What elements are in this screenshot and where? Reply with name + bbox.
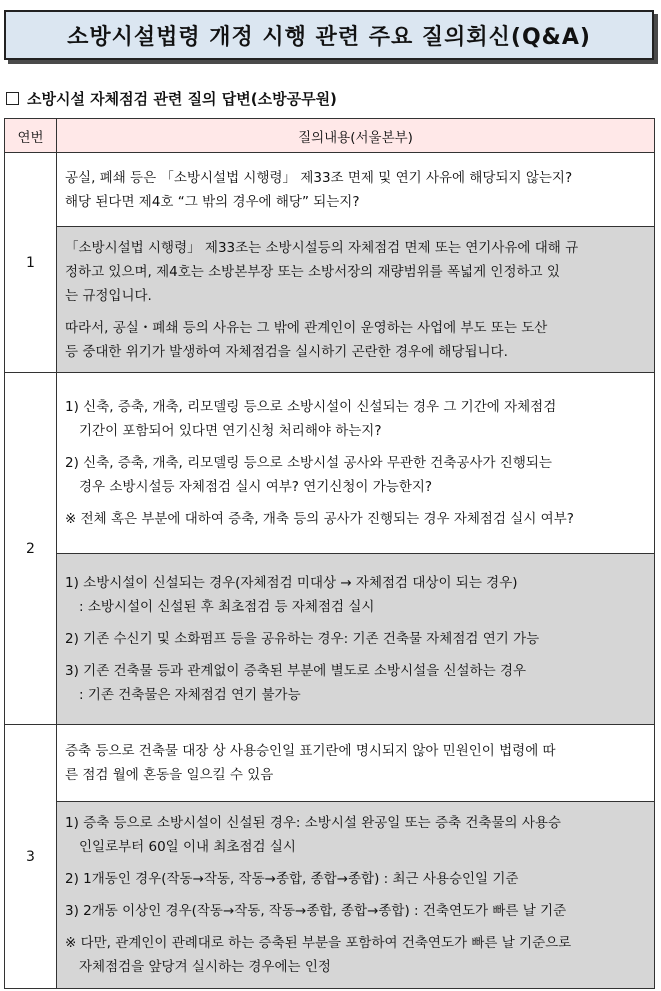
row-number: 3 <box>5 725 57 989</box>
header-no: 연번 <box>5 119 57 153</box>
answer-line: 3) 기존 건축물 등과 관계없이 증축된 부분에 별도로 소방시설을 신설하는 경우 <box>65 663 527 679</box>
table-row-answer <box>5 554 655 725</box>
answer-cell <box>57 227 655 373</box>
answer-cell <box>57 554 655 725</box>
checkbox-square-icon <box>6 92 19 105</box>
qa-table <box>4 118 655 989</box>
row-number: 2 <box>5 373 57 725</box>
answer-line: : 기존 건축물은 자체점검 연기 불가능 <box>79 687 301 703</box>
header-content: 질의내용(서울본부) <box>57 119 655 153</box>
answer-line: 는 규정입니다. <box>65 287 152 304</box>
question-line: 공실, 폐쇄 등은 「소방시설법 시행령」 제33조 면제 및 연기 사유에 해당되지 않는지? <box>65 169 573 186</box>
table-row-answer <box>5 227 655 373</box>
answer-line: 인일로부터 60일 이내 최초점검 실시 <box>79 839 296 855</box>
question-line: 해당 된다면 제4호 “그 밖의 경우에 해당” 되는지? <box>65 193 360 210</box>
question-line: 른 점검 월에 혼동을 일으킬 수 있음 <box>65 767 274 783</box>
answer-line: 2) 기존 수신기 및 소화펌프 등을 공유하는 경우: 기존 건축물 자체점검 연기 가능 <box>65 631 540 647</box>
answer-line: 「소방시설법 시행령」 제33조는 소방시설등의 자체점검 면제 또는 연기사유에 대해 규 <box>65 239 579 256</box>
section-heading-text: 소방시설 자체점검 관련 질의 답변(소방공무원) <box>27 90 337 108</box>
answer-line: 따라서, 공실・폐쇄 등의 사유는 그 밖에 관계인이 운영하는 사업에 부도 또는 도산 <box>65 319 548 336</box>
answer-line: 3) 2개동 이상인 경우(작동→작동, 작동→종합, 종합→종합) : 건축연도가 빠른 날 기준 <box>65 903 567 919</box>
answer-line: 1) 증축 등으로 소방시설이 신설된 경우: 소방시설 완공일 또는 증축 건축물의 사용승 <box>65 815 561 831</box>
answer-line: 1) 소방시설이 신설되는 경우(자체점검 미대상 → 자체점검 대상이 되는 경우) <box>65 575 518 591</box>
answer-line: 등 중대한 위기가 발생하여 자체점검을 실시하기 곤란한 경우에 해당됩니다. <box>65 343 508 360</box>
question-line: 기간이 포함되어 있다면 연기신청 처리해야 하는지? <box>79 423 382 439</box>
table-row-question <box>5 725 655 802</box>
answer-line: ※ 다만, 관계인이 관례대로 하는 증축된 부분을 포함하여 건축연도가 빠른 날 기준으로 <box>65 935 572 951</box>
answer-cell <box>57 802 655 989</box>
question-cell <box>57 153 655 227</box>
answer-line: 자체점검을 앞당겨 실시하는 경우에는 인정 <box>79 959 331 975</box>
table-row-question <box>5 153 655 227</box>
table-row-question <box>5 373 655 554</box>
table-row-answer <box>5 802 655 989</box>
question-line: 증축 등으로 건축물 대장 상 사용승인일 표기란에 명시되지 않아 민원인이 법령에 따 <box>65 743 556 759</box>
question-cell <box>57 373 655 554</box>
answer-line: 2) 1개동인 경우(작동→작동, 작동→종합, 종합→종합) : 최근 사용승인일 기준 <box>65 871 519 887</box>
question-cell <box>57 725 655 802</box>
question-line: ※ 전체 혹은 부분에 대하여 증축, 개축 등의 공사가 진행되는 경우 자체점검 실시 여부? <box>65 511 574 527</box>
answer-line: 정하고 있으며, 제4호는 소방본부장 또는 소방서장의 재량범위를 폭넓게 인정하고 있 <box>65 263 560 280</box>
section-heading <box>6 88 337 109</box>
page-title: 소방시설법령 개정 시행 관련 주요 질의회신(Q&A) <box>4 10 654 60</box>
row-number: 1 <box>5 153 57 373</box>
question-line: 경우 소방시설등 자체점검 실시 여부? 연기신청이 가능한지? <box>79 479 433 495</box>
table-header-row <box>5 119 655 153</box>
question-line: 2) 신축, 증축, 개축, 리모델링 등으로 소방시설 공사와 무관한 건축공사가 진행되는 <box>65 455 552 471</box>
question-line: 1) 신축, 증축, 개축, 리모델링 등으로 소방시설이 신설되는 경우 그 기간에 자체점검 <box>65 399 557 415</box>
answer-line: : 소방시설이 신설된 후 최초점검 등 자체점검 실시 <box>79 599 375 615</box>
